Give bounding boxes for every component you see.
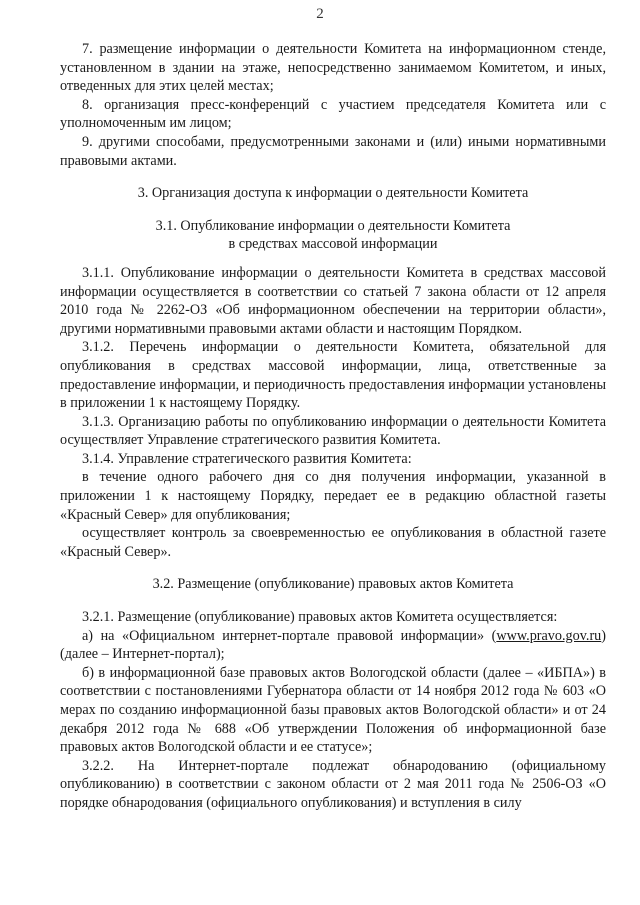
paragraph-3-2-1: 3.2.1. Размещение (опубликование) правовых актов Комитета осуществляется: <box>82 609 558 626</box>
paragraph-3-2-1-b: б) в информационной базе правовых актов Вологодской области (далее – «ИБПА») в соответствии с постановлениями Губернатора области от 14 ноября 2012 года № 603 «О мерах по созданию информационной базы правовых актов Вологодской области» и от 24 декабря 2012 года № 688 «Об утверждении Положения об информационной базе правовых актов Вологодской области и ее статусе»; <box>60 664 606 756</box>
document-body <box>60 40 606 813</box>
section-3-heading: 3. Организация доступа к информации о деятельности Комитета <box>137 185 529 202</box>
list-item-9: 9. другими способами, предусмотренными законами и (или) иными нормативными правовыми актами. <box>60 133 606 169</box>
paragraph-3-1-2: 3.1.2. Перечень информации о деятельности Комитета, обязательной для опубликования в средствах массовой информации, лица, ответственные за предоставление информации, и периодичность предоставления информации установлены в приложении 1 к настоящему Порядку. <box>60 339 606 412</box>
list-item-8: 8. организация пресс-конференций с участием председателя Комитета или с уполномоченным им лицом; <box>60 96 606 132</box>
list-item-7: 7. размещение информации о деятельности Комитета на информационном стенде, установленном в здании на этаже, непосредственно занимаемом Комитетом, и иных, отведенных для этих целей местах; <box>60 41 606 95</box>
section-3-2-heading: 3.2. Размещение (опубликование) правовых актов Комитета <box>152 576 514 593</box>
page-number: 2 <box>316 6 324 22</box>
paragraph-3-1-3: 3.1.3. Организацию работы по опубликованию информации о деятельности Комитета осуществляет Управление стратегического развития Комитета. <box>60 413 606 449</box>
paragraph-3-1-4-item1: в течение одного рабочего дня со дня получения информации, указанной в приложении 1 к настоящему Порядку, передает ее в редакцию областной газеты «Красный Север» для опубликования; <box>60 469 606 523</box>
item-a-text-before: а) на «Официальном интернет-портале правовой информации» ( <box>82 627 497 644</box>
paragraph-3-1-4: 3.1.4. Управление стратегического развития Комитета: <box>82 450 412 467</box>
section-3-1-heading-line1: 3.1. Опубликование информации о деятельности Комитета <box>155 217 511 234</box>
section-3-1-heading-line2: в средствах массовой информации <box>228 236 438 253</box>
paragraph-3-1-1: 3.1.1. Опубликование информации о деятельности Комитета в средствах массовой информации осуществляется в соответствии со статьей 7 закона области от 12 апреля 2010 года № 2262-ОЗ «Об информационном обеспечении на территории области», другими нормативными правовыми актами области и настоящим Порядком. <box>60 264 606 337</box>
paragraph-3-2-1-a <box>60 627 606 664</box>
pravo-gov-link[interactable]: www.pravo.gov.ru <box>496 627 602 644</box>
paragraph-3-1-4-item2: осуществляет контроль за своевременностью ее опубликования в областной газете «Красный Север». <box>60 525 606 560</box>
paragraph-3-2-2: 3.2.2. На Интернет-портале подлежат обнародованию (официальному опубликованию) в соответствии с законом области от 2 мая 2011 года № 2506-ОЗ «О порядке обнародования (официального опубликования) и вступления в силу <box>60 757 606 811</box>
item-a-text-after: ) (далее – Интернет-портал); <box>60 627 606 663</box>
